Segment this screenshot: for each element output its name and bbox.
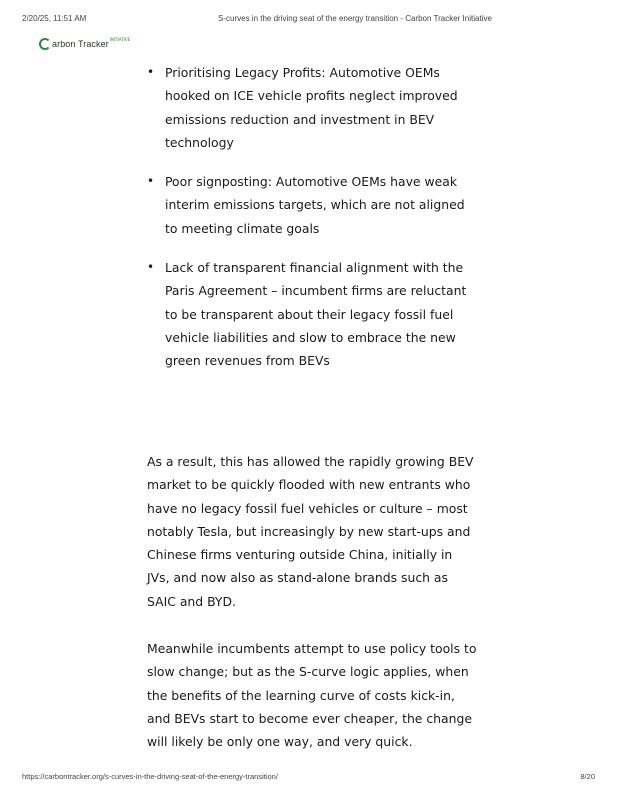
list-item-text: Lack of transparent financial alignment with the Paris Agreement – incumbent firms are reluctant to be transparent about their legacy fossil fuel vehicle liabilities and slow to embrace the new green revenues from BEVs bbox=[165, 260, 467, 369]
bullet-dot-icon: • bbox=[147, 174, 155, 189]
body-paragraph: As a result, this has allowed the rapidly growing BEV market to be quickly flooded with new entrants who have no legacy fossil fuel vehicles or culture – most notably Tesla, but increasingly by new start-ups and Chinese firms venturing outside China, initially in JVs, and now also as stand-alone brands such as SAIC and BYD. bbox=[147, 454, 474, 609]
print-page-title: S-curves in the driving seat of the energy transition - Carbon Tracker Initiative bbox=[218, 14, 492, 23]
page-url: https://carbontracker.org/s-curves-in-the-driving-seat-of-the-energy-transition/ bbox=[22, 772, 278, 781]
logo-sup: INITIATIVE bbox=[109, 36, 131, 42]
carbon-tracker-logo[interactable] bbox=[39, 35, 130, 53]
body-paragraph: Meanwhile incumbents attempt to use policy tools to slow change; but as the S-curve logic applies, when the benefits of the learning curve of costs kick-in, and BEVs start to become ever cheaper, the change will likely be only one way, and very quick. bbox=[147, 641, 477, 750]
list-item-text: Poor signposting: Automotive OEMs have weak interim emissions targets, which are not aligned to meeting climate goals bbox=[165, 174, 465, 236]
list-item bbox=[147, 170, 477, 240]
list-item bbox=[147, 61, 477, 154]
print-datetime: 2/20/25, 11:51 AM bbox=[22, 14, 87, 23]
logo-ring-icon bbox=[39, 38, 51, 50]
list-item-text: Prioritising Legacy Profits: Automotive OEMs hooked on ICE vehicle profits neglect improved emissions reduction and investment in BEV technology bbox=[165, 65, 458, 150]
page-number: 8/20 bbox=[580, 772, 595, 781]
list-item bbox=[147, 256, 477, 372]
bullet-list bbox=[147, 61, 477, 389]
logo-text: arbon Tracker bbox=[52, 39, 109, 49]
bullet-dot-icon: • bbox=[147, 260, 155, 275]
bullet-dot-icon: • bbox=[147, 65, 155, 79]
